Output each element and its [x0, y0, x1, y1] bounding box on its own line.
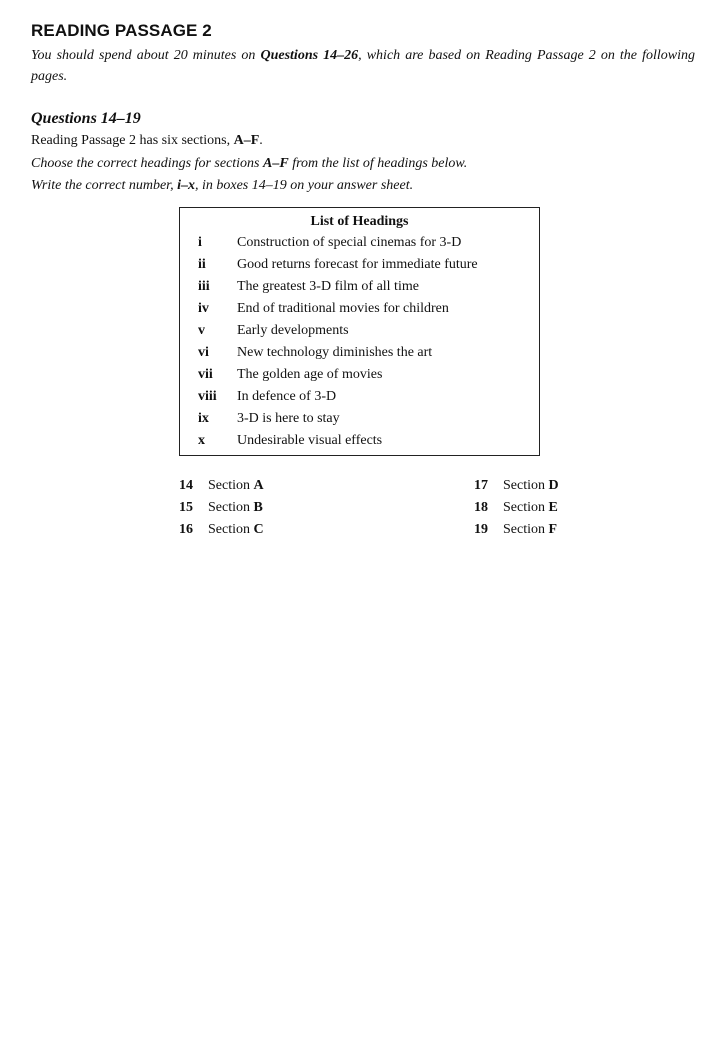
heading-item-text: End of traditional movies for children — [237, 301, 449, 316]
question-label: Section — [503, 478, 545, 493]
instructions-text-end: , which are based on Reading Passage 2 on the following pages. — [31, 48, 695, 84]
question-number: 18 — [474, 500, 488, 515]
heading-item-text: Construction of special cinemas for 3-D — [237, 235, 462, 250]
heading-item-number: iii — [198, 279, 210, 294]
task-line-sections-range: A–F — [233, 133, 260, 148]
question-section-e — [474, 500, 558, 516]
instructions-text-start: You should spend about 20 minutes on — [31, 48, 261, 63]
heading-item-text: New technology diminishes the art — [237, 345, 433, 360]
question-section-a — [179, 478, 264, 494]
question-number: 14 — [179, 478, 193, 493]
task-line-choose-range: A–F — [263, 156, 289, 171]
task-line-sections — [31, 133, 263, 149]
heading-item-text: Undesirable visual effects — [237, 433, 383, 448]
task-line-write — [31, 178, 413, 194]
list-of-headings-title: List of Headings — [310, 214, 409, 229]
question-label: Section — [503, 500, 545, 515]
heading-item-number: i — [198, 235, 202, 250]
list-of-headings-box — [179, 207, 540, 456]
question-label: Section — [208, 478, 250, 493]
instructions-questions-range: Questions 14–26 — [260, 48, 359, 63]
task-line-choose-end: from the list of headings below. — [288, 156, 468, 171]
heading-item-number: v — [198, 323, 205, 338]
heading-item-number: x — [198, 433, 205, 448]
question-label: Section — [208, 522, 250, 537]
heading-item-text: The greatest 3-D film of all time — [237, 279, 419, 294]
task-line-write-range: i–x — [177, 178, 195, 193]
heading-item-text: Good returns forecast for immediate future — [237, 257, 478, 272]
question-section-letter: F — [548, 522, 558, 537]
heading-item-number: vii — [198, 367, 213, 382]
question-section-f — [474, 522, 557, 538]
question-label: Section — [208, 500, 250, 515]
heading-item-text: 3-D is here to stay — [237, 411, 340, 426]
questions-heading: Questions 14–19 — [31, 110, 141, 127]
question-label: Section — [503, 522, 545, 537]
heading-item-number: iv — [198, 301, 209, 316]
heading-item-text: Early developments — [237, 323, 349, 338]
question-number: 19 — [474, 522, 488, 537]
question-section-b — [179, 500, 263, 516]
question-section-letter: A — [253, 478, 264, 493]
task-line-sections-text: Reading Passage 2 has six sections, — [31, 133, 234, 148]
question-number: 15 — [179, 500, 193, 515]
heading-item-number: viii — [198, 389, 217, 404]
question-section-c — [179, 522, 264, 538]
question-section-letter: C — [253, 522, 264, 537]
question-number: 16 — [179, 522, 193, 537]
question-number: 17 — [474, 478, 488, 493]
task-line-sections-end: . — [259, 133, 263, 148]
question-section-d — [474, 478, 559, 494]
task-line-choose-start: Choose the correct headings for sections — [31, 156, 264, 171]
question-section-letter: D — [548, 478, 559, 493]
task-line-write-end: , in boxes 14–19 on your answer sheet. — [194, 178, 414, 193]
question-section-letter: E — [548, 500, 558, 515]
heading-item-number: ix — [198, 411, 209, 426]
heading-item-text: The golden age of movies — [237, 367, 383, 382]
task-line-choose — [31, 156, 467, 172]
heading-item-number: vi — [198, 345, 209, 360]
heading-item-text: In defence of 3-D — [237, 389, 337, 404]
task-line-write-start: Write the correct number, — [31, 178, 178, 193]
question-section-letter: B — [253, 500, 263, 515]
page-title: READING PASSAGE 2 — [31, 21, 212, 40]
instructions-paragraph — [31, 45, 695, 87]
heading-item-number: ii — [198, 257, 206, 272]
